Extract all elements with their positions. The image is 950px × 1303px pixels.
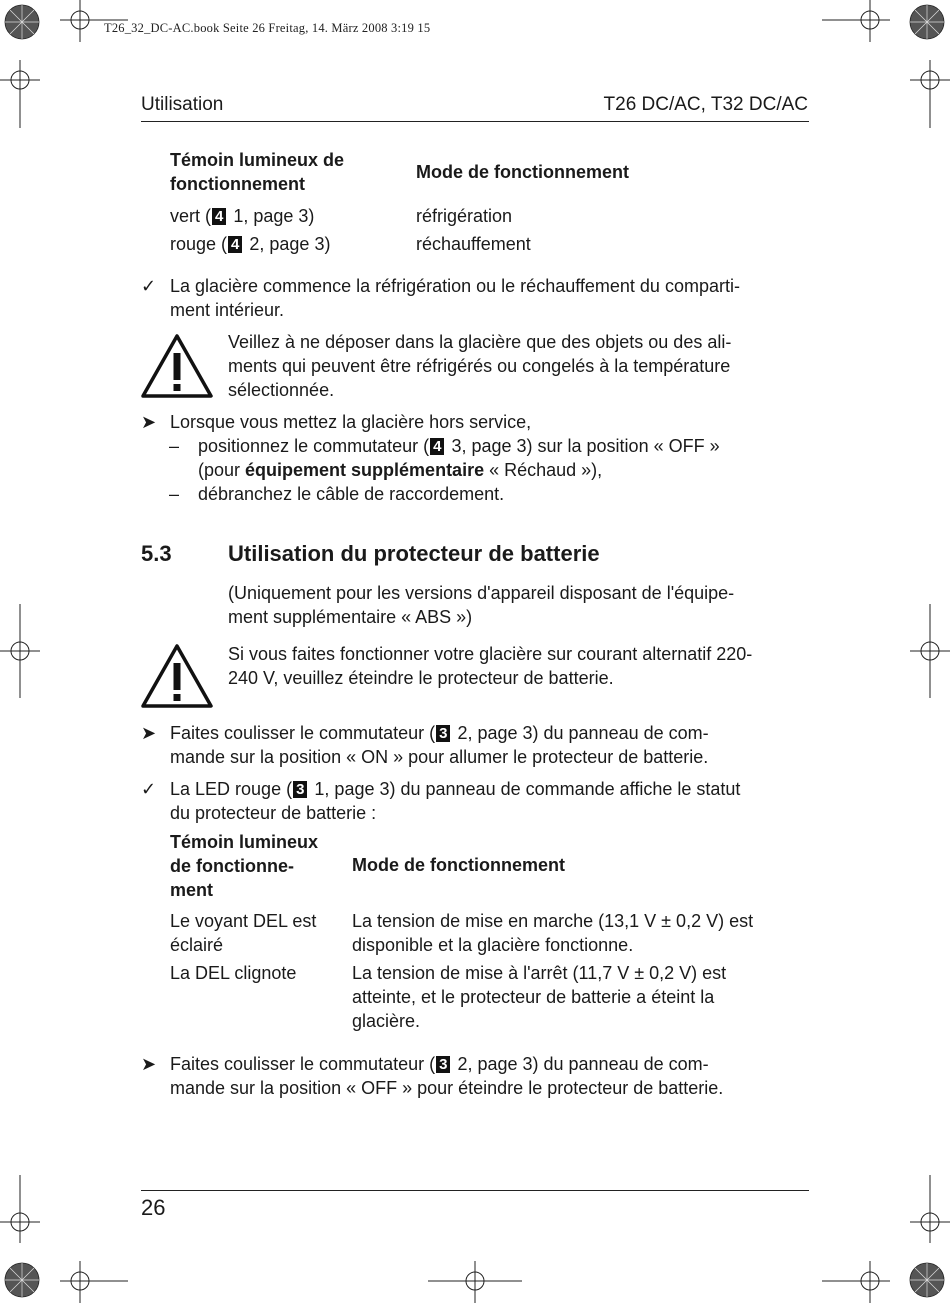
arrow-icon: ➤	[141, 1054, 157, 1074]
table1-row2-mode: réchauffement	[416, 234, 531, 254]
table2-col1-header-line1: Témoin lumineux	[170, 832, 319, 852]
table1-col2-header: Mode de fonctionnement	[416, 162, 629, 182]
table2-row2-indicator: La DEL clignote	[170, 963, 297, 983]
footer-rule	[141, 1190, 809, 1191]
figure-number-badge: 4	[430, 438, 444, 455]
step2-line1: Faites coulisser le commutateur ( 3 2, page 3) du panneau de com-	[170, 723, 709, 743]
table2-col1-header-line3: ment	[170, 880, 214, 900]
check2-line1: La LED rouge ( 3 1, page 3) du panneau de commande affiche le statut	[170, 779, 741, 799]
figure-number-badge: 4	[228, 236, 242, 253]
crosshair-mark	[822, 1261, 890, 1303]
warning-icon	[140, 643, 214, 709]
check1-line2: ment intérieur.	[170, 300, 285, 320]
arrow-icon: ➤	[141, 723, 157, 743]
arrow-icon: ➤	[141, 412, 157, 432]
check-icon: ✓	[141, 779, 157, 799]
table1-col1-header: Témoin lumineux de fonctionnement	[170, 150, 345, 194]
crosshair-mark	[0, 60, 40, 128]
table1-row1-indicator: vert ( 4 1, page 3)	[170, 206, 315, 226]
print-info: T26_32_DC-AC.book Seite 26 Freitag, 14. März 2008 3:19 15	[104, 21, 431, 35]
check-icon: ✓	[141, 276, 157, 296]
figure-number-badge: 3	[436, 725, 450, 742]
dash-bullet: –	[169, 484, 180, 504]
table2-col2-header: Mode de fonctionnement	[352, 855, 565, 875]
table2-row2-mode-line1: La tension de mise à l'arrêt (11,7 V ± 0,2 V) est	[352, 963, 727, 983]
crosshair-mark	[60, 1261, 128, 1303]
step1-text: Lorsque vous mettez la glacière hors service,	[170, 412, 532, 432]
figure-number-badge: 4	[212, 208, 226, 225]
sub1-line1: positionnez le commutateur ( 4 3, page 3) sur la position « OFF »	[198, 436, 720, 456]
header-model: T26 DC/AC, T32 DC/AC	[603, 94, 808, 115]
table2-row1-mode-line2: disponible et la glacière fonctionne.	[352, 935, 634, 955]
crosshair-mark	[910, 1175, 950, 1243]
table1-row2-indicator: rouge ( 4 2, page 3)	[170, 234, 331, 254]
check1-line1: La glacière commence la réfrigération ou le réchauffement du comparti-	[170, 276, 740, 296]
dash-bullet: –	[169, 436, 180, 456]
crosshair-mark	[822, 0, 890, 42]
warning2-line1: Si vous faites fonctionner votre glacière sur courant alternatif 220-	[228, 644, 753, 664]
crosshair-mark	[910, 604, 950, 698]
warning2-line2: 240 V, veuillez éteindre le protecteur de batterie.	[228, 668, 614, 688]
step3-line1: Faites coulisser le commutateur ( 3 2, page 3) du panneau de com-	[170, 1054, 709, 1074]
section-number: 5.3	[141, 541, 172, 566]
crosshair-mark	[428, 1261, 522, 1303]
warning1-line2: ments qui peuvent être réfrigérés ou congelés à la température	[228, 356, 731, 376]
check2-line2: du protecteur de batterie :	[170, 803, 377, 823]
sub2-text: débranchez le câble de raccordement.	[198, 484, 505, 504]
step2-line2: mande sur la position « ON » pour allumer le protecteur de batterie.	[170, 747, 709, 767]
step3-line2: mande sur la position « OFF » pour éteindre le protecteur de batterie.	[170, 1078, 724, 1098]
table2-row2-mode-line3: glacière.	[352, 1011, 421, 1031]
crosshair-mark	[0, 1175, 40, 1243]
table2-row1-indicator-line2: éclairé	[170, 935, 224, 955]
table2-row1-indicator-line1: Le voyant DEL est	[170, 911, 317, 931]
sub1-line2: (pour équipement supplémentaire « Réchaud »),	[198, 460, 603, 480]
section-title: Utilisation du protecteur de batterie	[228, 541, 600, 566]
table1-row1-mode: réfrigération	[416, 206, 513, 226]
crosshair-mark	[910, 60, 950, 128]
table2-row2-mode-line2: atteinte, et le protecteur de batterie a éteint la	[352, 987, 715, 1007]
table2-col1-header-line2: de fonctionne-	[170, 856, 294, 876]
header-rule	[141, 121, 809, 122]
warning1-line1: Veillez à ne déposer dans la glacière que des objets ou des ali-	[228, 332, 732, 352]
intro-line1: (Uniquement pour les versions d'appareil disposant de l'équipe-	[228, 583, 735, 603]
warning1-line3: sélectionnée.	[228, 380, 335, 400]
page-number: 26	[141, 1195, 166, 1220]
intro-line2: ment supplémentaire « ABS »)	[228, 607, 473, 627]
header-section: Utilisation	[141, 94, 224, 115]
warning-icon	[140, 333, 214, 399]
crosshair-mark	[0, 604, 40, 698]
figure-number-badge: 3	[436, 1056, 450, 1073]
figure-number-badge: 3	[293, 781, 307, 798]
table2-row1-mode-line1: La tension de mise en marche (13,1 V ± 0,2 V) est	[352, 911, 754, 931]
